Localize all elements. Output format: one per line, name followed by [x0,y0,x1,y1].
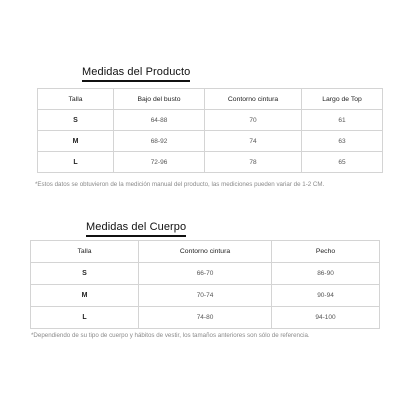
column-header: Largo de Top [302,89,383,110]
table-row [38,152,383,173]
table-cell: 72-96 [114,152,205,173]
size-cell: M [38,131,114,152]
table-row [31,285,380,307]
table-cell: 78 [205,152,302,173]
table-cell: 64-88 [114,110,205,131]
table-cell: 70 [205,110,302,131]
table-cell: 61 [302,110,383,131]
size-cell: L [38,152,114,173]
column-header: Contorno cintura [139,241,272,263]
size-cell: S [38,110,114,131]
column-header: Pecho [272,241,380,263]
table-cell: 65 [302,152,383,173]
table-cell: 90-94 [272,285,380,307]
size-cell: M [31,285,139,307]
column-header: Talla [38,89,114,110]
table-header-row [31,241,380,263]
table-cell: 68-92 [114,131,205,152]
column-header: Bajo del busto [114,89,205,110]
table-row [38,131,383,152]
table-row [31,307,380,329]
table-cell: 74 [205,131,302,152]
size-cell: S [31,263,139,285]
table-header-row [38,89,383,110]
body-measurements-table [30,240,380,329]
table-cell: 74-80 [139,307,272,329]
column-header: Contorno cintura [205,89,302,110]
size-cell: L [31,307,139,329]
table-cell: 63 [302,131,383,152]
product-measurements-title: Medidas del Producto [82,66,190,82]
body-measurements-title: Medidas del Cuerpo [86,221,186,237]
column-header: Talla [31,241,139,263]
body-measurements-note: *Dependiendo de su tipo de cuerpo y hábitos de vestir, los tamaños anteriores son sólo de referencia. [31,332,310,339]
table-row [31,263,380,285]
product-measurements-table [37,88,383,173]
table-cell: 86-90 [272,263,380,285]
table-row [38,110,383,131]
table-cell: 70-74 [139,285,272,307]
table-cell: 66-70 [139,263,272,285]
product-measurements-note: *Estos datos se obtuvieron de la medición manual del producto, las mediciones pueden variar de 1-2 CM. [35,181,325,188]
table-cell: 94-100 [272,307,380,329]
